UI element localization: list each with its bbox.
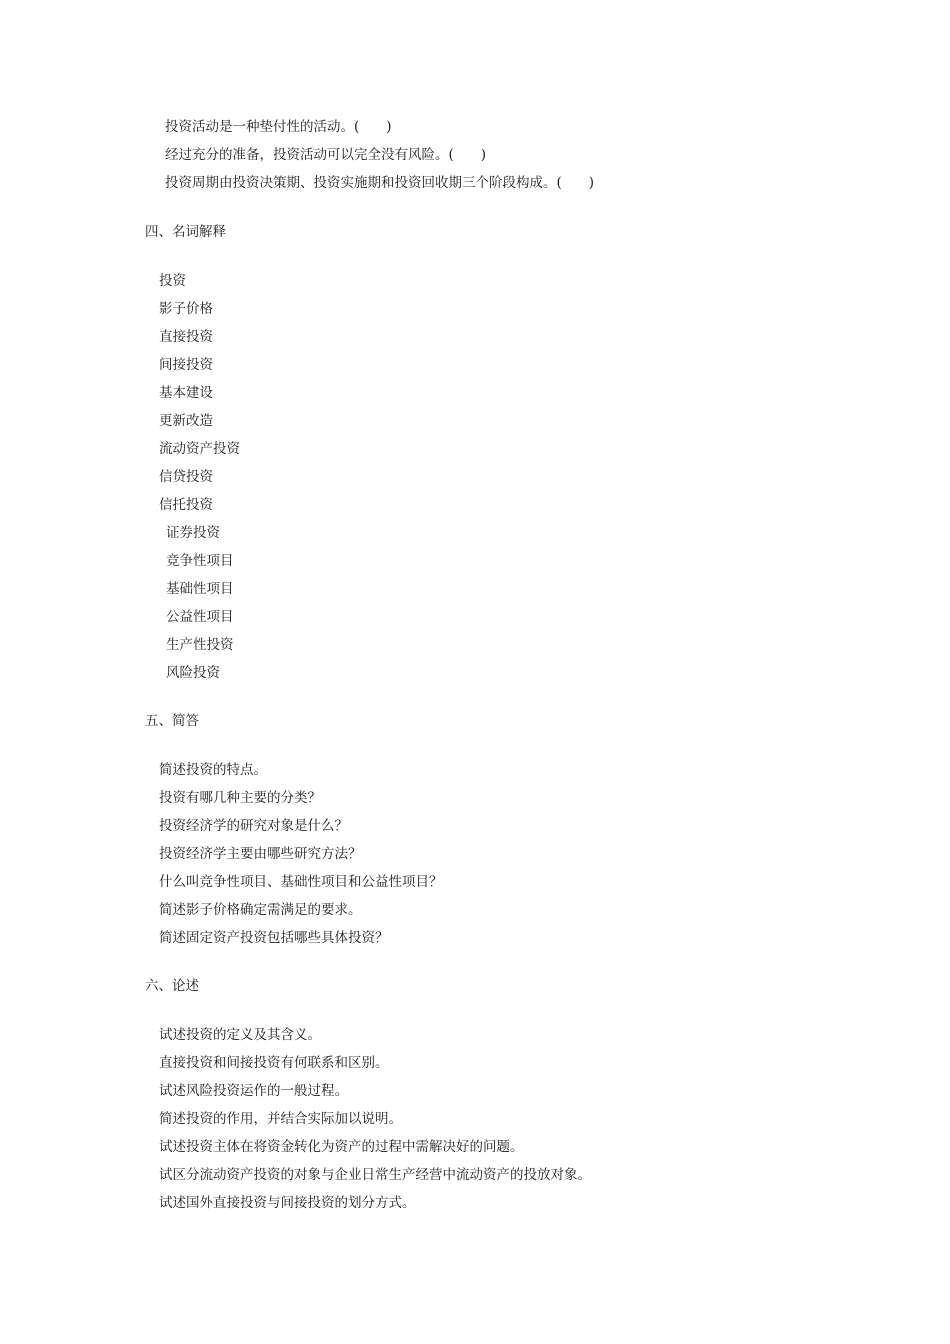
question-item: 试述投资主体在将资金转化为资产的过程中需解决好的问题。: [159, 1139, 524, 1155]
question-item: 试区分流动资产投资的对象与企业日常生产经营中流动资产的投放对象。: [159, 1167, 591, 1183]
question-item: 简述投资的特点。: [159, 762, 267, 778]
term-item: 直接投资: [159, 329, 213, 345]
term-item: 基本建设: [159, 385, 213, 401]
term-item: 间接投资: [159, 357, 213, 373]
question-item: 投资有哪几种主要的分类？: [159, 790, 321, 806]
term-item: 竞争性项目: [166, 553, 234, 569]
term-item: 流动资产投资: [159, 441, 240, 457]
question-item: 试述国外直接投资与间接投资的划分方式。: [159, 1195, 416, 1211]
question-item: 简述影子价格确定需满足的要求。: [159, 902, 362, 918]
term-item: 更新改造: [159, 413, 213, 429]
question-item: 试述投资的定义及其含义。: [159, 1027, 321, 1043]
question-item: 简述投资的作用，并结合实际加以说明。: [159, 1111, 402, 1127]
term-item: 投资: [159, 273, 186, 289]
question-item: 直接投资和间接投资有何联系和区别。: [159, 1055, 389, 1071]
true-false-item: 投资周期由投资决策期、投资实施期和投资回收期三个阶段构成。( ): [165, 175, 595, 191]
term-item: 影子价格: [159, 301, 213, 317]
term-item: 证券投资: [166, 525, 220, 541]
question-item: 试述风险投资运作的一般过程。: [159, 1083, 348, 1099]
true-false-item: 经过充分的准备，投资活动可以完全没有风险。( ): [165, 147, 487, 163]
term-item: 生产性投资: [166, 637, 234, 653]
question-item: 投资经济学主要由哪些研究方法？: [159, 846, 362, 862]
term-item: 基础性项目: [166, 581, 234, 597]
section-heading: 六、论述: [145, 978, 199, 994]
section-heading: 四、名词解释: [145, 224, 226, 240]
section-heading: 五、简答: [145, 713, 199, 729]
term-item: 信贷投资: [159, 469, 213, 485]
true-false-item: 投资活动是一种垫付性的活动。( ): [165, 119, 392, 135]
term-item: 公益性项目: [166, 609, 234, 625]
term-item: 信托投资: [159, 497, 213, 513]
question-item: 简述固定资产投资包括哪些具体投资？: [159, 930, 389, 946]
question-item: 投资经济学的研究对象是什么？: [159, 818, 348, 834]
term-item: 风险投资: [166, 665, 220, 681]
question-item: 什么叫竞争性项目、基础性项目和公益性项目？: [159, 874, 443, 890]
